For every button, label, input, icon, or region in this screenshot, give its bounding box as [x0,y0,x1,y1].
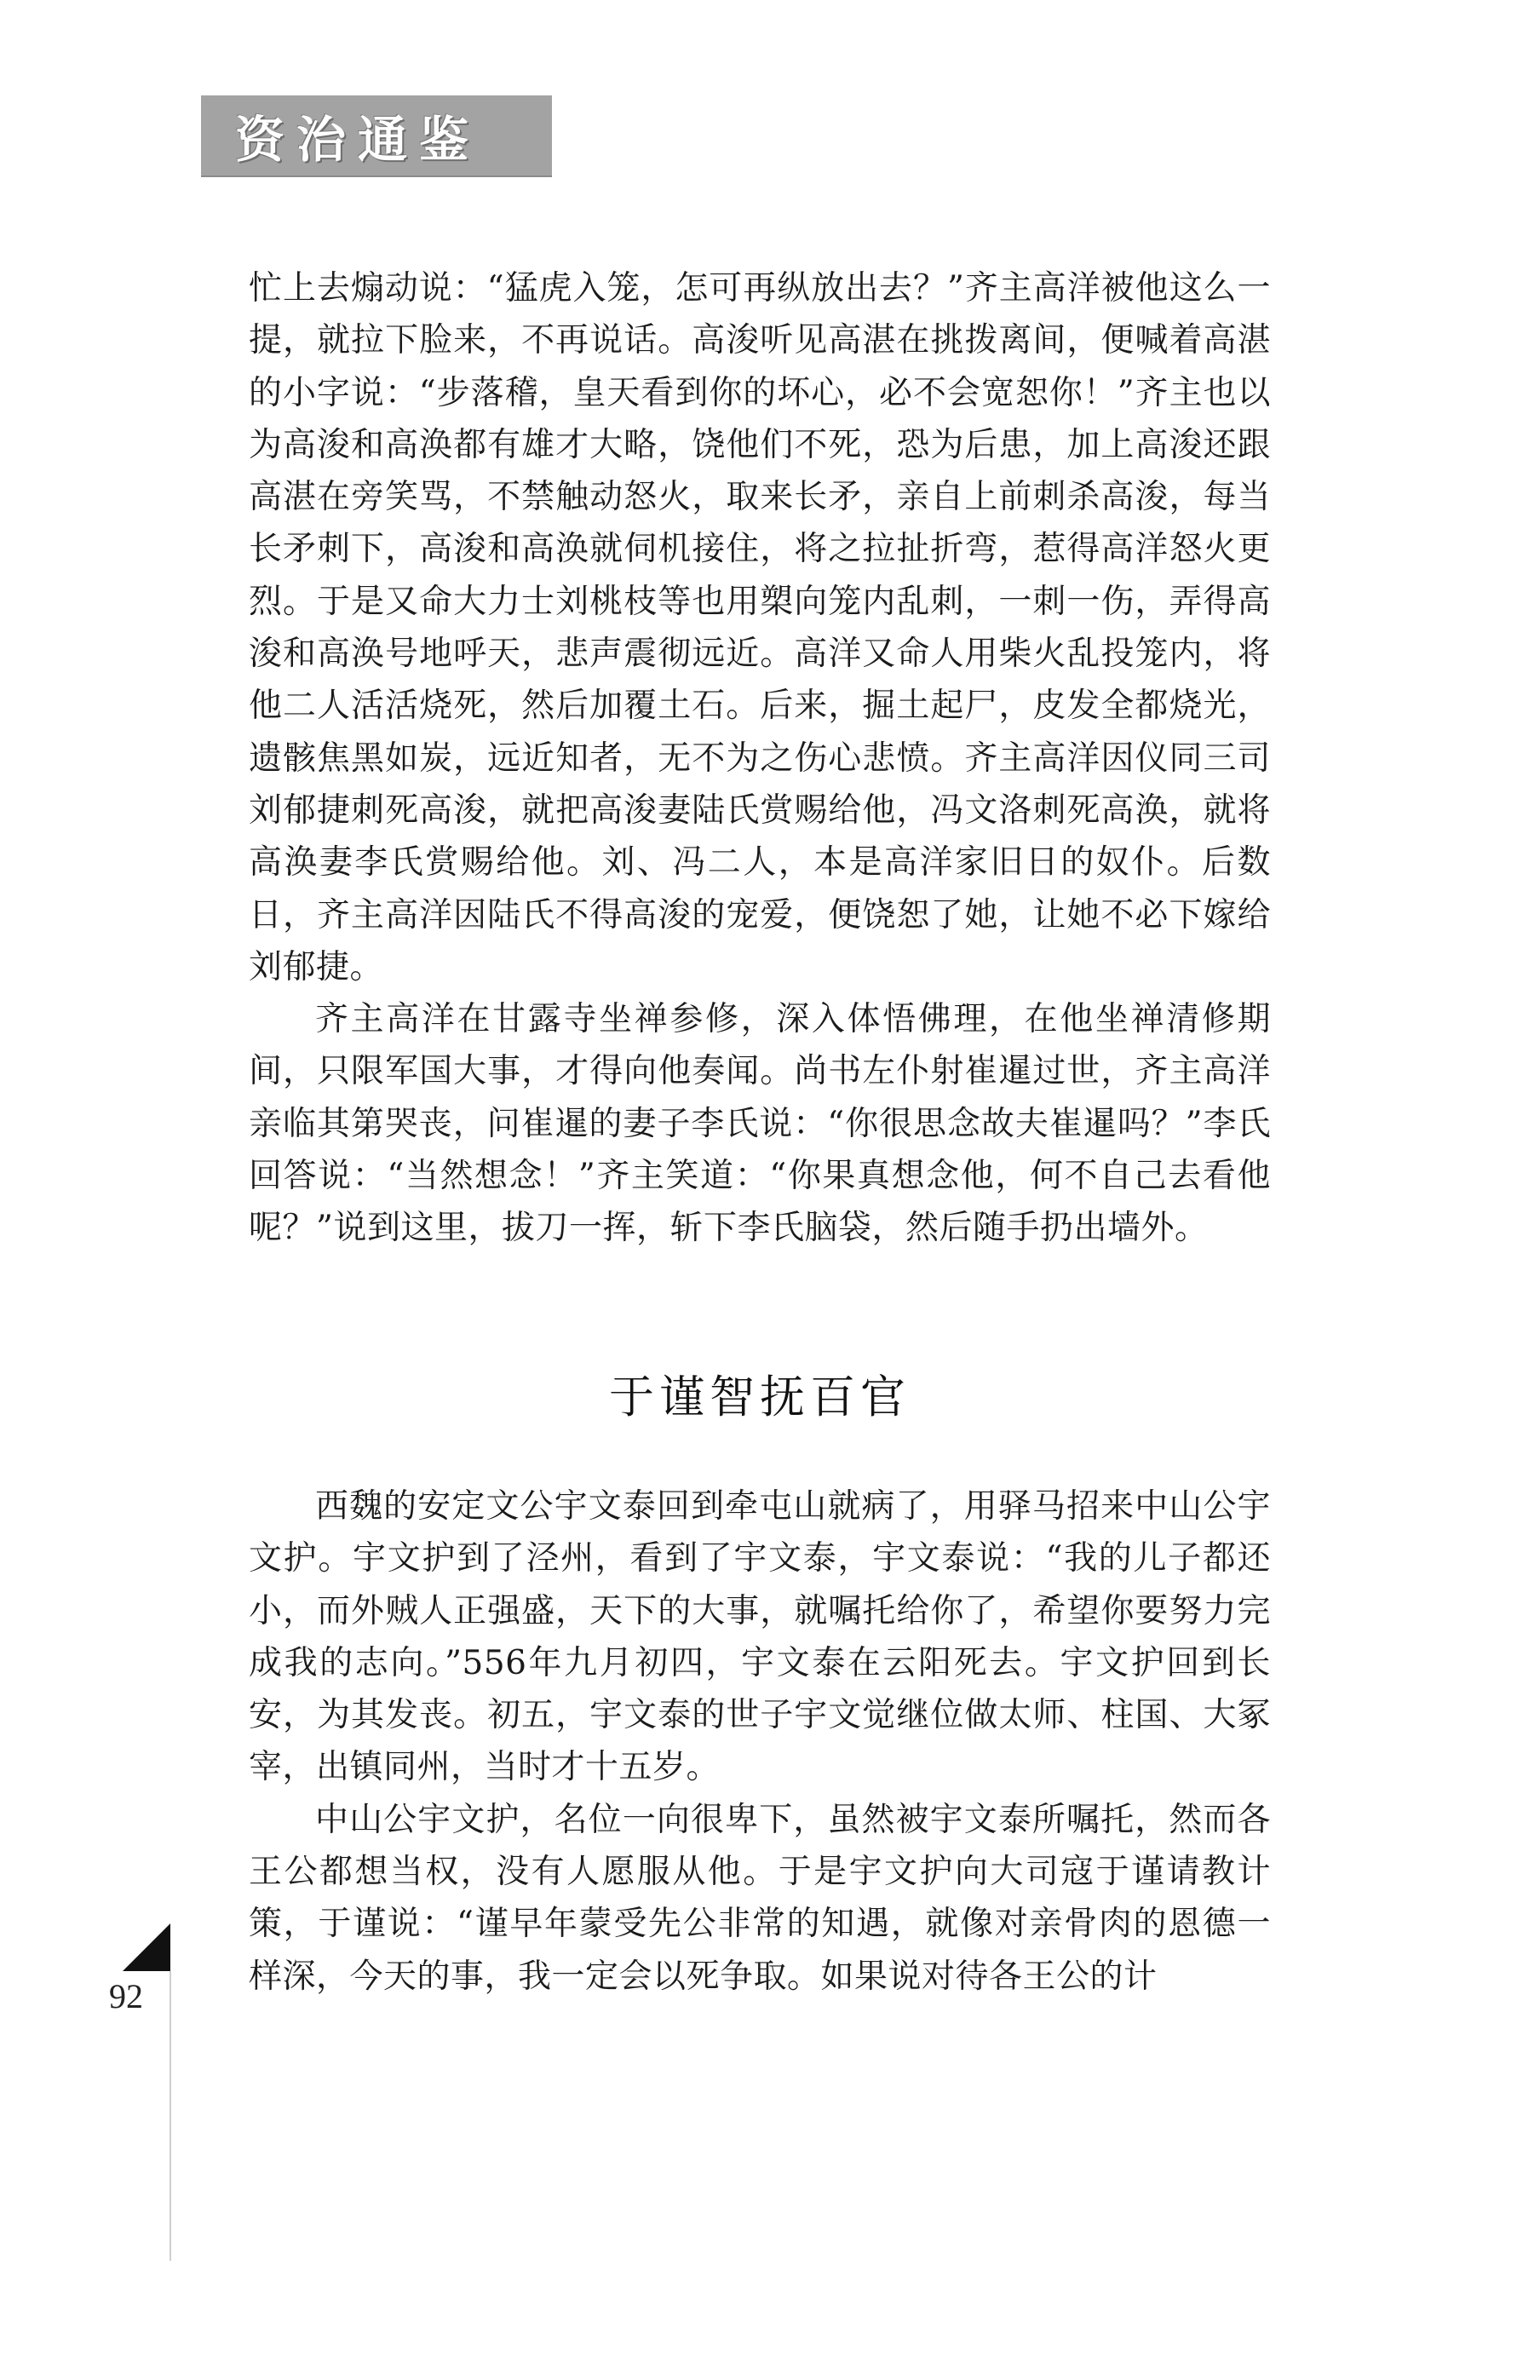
section-body-1 [249,262,1271,1255]
page-corner-marker [123,1923,170,1971]
book-title: 资治通鉴 [235,111,481,169]
paragraph: 中山公宇文护，名位一向很卑下，虽然被宇文泰所嘱托，然而各王公都想当权，没有人愿服从他。于是宇文护向大司寇于谨请教计策，于谨说：“谨早年蒙受先公非常的知遇，就像对亲骨肉的恩德一样深，今天的事，我一定会以死争取。如果说对待各王公的计 [249,1800,1271,1996]
paragraph: 西魏的安定文公宇文泰回到牵屯山就病了，用驿马招来中山公宇文护。宇文护到了泾州，看到了宇文泰，宇文泰说：“我的儿子都还小，而外贼人正强盛，天下的大事，就嘱托给你了，希望你要努力完成我的志向。”556年九月初四，宇文泰在云阳死去。宇文护回到长安，为其发丧。初五，宇文泰的世子宇文觉继位做太师、柱国、大冢宰，出镇同州，当时才十五岁。 [249,1487,1271,1787]
paragraph: 忙上去煽动说：“猛虎入笼，怎可再纵放出去？”齐主高洋被他这么一提，就拉下脸来，不再说话。高浚听见高湛在挑拨离间，便喊着高湛的小字说：“步落稽，皇天看到你的坏心，必不会宽恕你！”齐主也以为高浚和高涣都有雄才大略，饶他们不死，恐为后患，加上高浚还跟高湛在旁笑骂，不禁触动怒火，取来长矛，亲自上前刺杀高浚，每当长矛刺下，高浚和高涣就伺机接住，将之拉扯折弯，惹得高洋怒火更烈。于是又命大力士刘桃枝等也用槊向笼内乱刺，一刺一伤，弄得高浚和高涣号地呼天，悲声震彻远近。高洋又命人用柴火乱投笼内，将他二人活活烧死，然后加覆土石。后来，掘土起尸，皮发全都烧光，遗骸焦黑如炭，远近知者，无不为之伤心悲愤。齐主高洋因仪同三司刘郁捷刺死高浚，就把高浚妻陆氏赏赐给他，冯文洛刺死高涣，就将高涣妻李氏赏赐给他。刘、冯二人，本是高洋家旧日的奴仆。后数日，齐主高洋因陆氏不得高浚的宠爱，便饶恕了她，让她不必下嫁给刘郁捷。 [249,269,1271,986]
section-body-2 [249,1480,1271,2003]
section-heading: 于谨智抚百官 [609,1371,911,1423]
page-number: 92 [109,1977,143,2015]
paragraph: 齐主高洋在甘露寺坐禅参修，深入体悟佛理，在他坐禅清修期间，只限军国大事，才得向他奏闻。尚书左仆射崔暹过世，齐主高洋亲临其第哭丧，问崔暹的妻子李氏说：“你很思念故夫崔暹吗？”李氏回答说：“当然想念！”齐主笑道：“你果真想念他，何不自己去看他呢？”说到这里，拔刀一挥，斩下李氏脑袋，然后随手扔出墙外。 [249,1000,1271,1248]
book-title-banner [201,95,552,177]
margin-rule [170,1971,171,2261]
